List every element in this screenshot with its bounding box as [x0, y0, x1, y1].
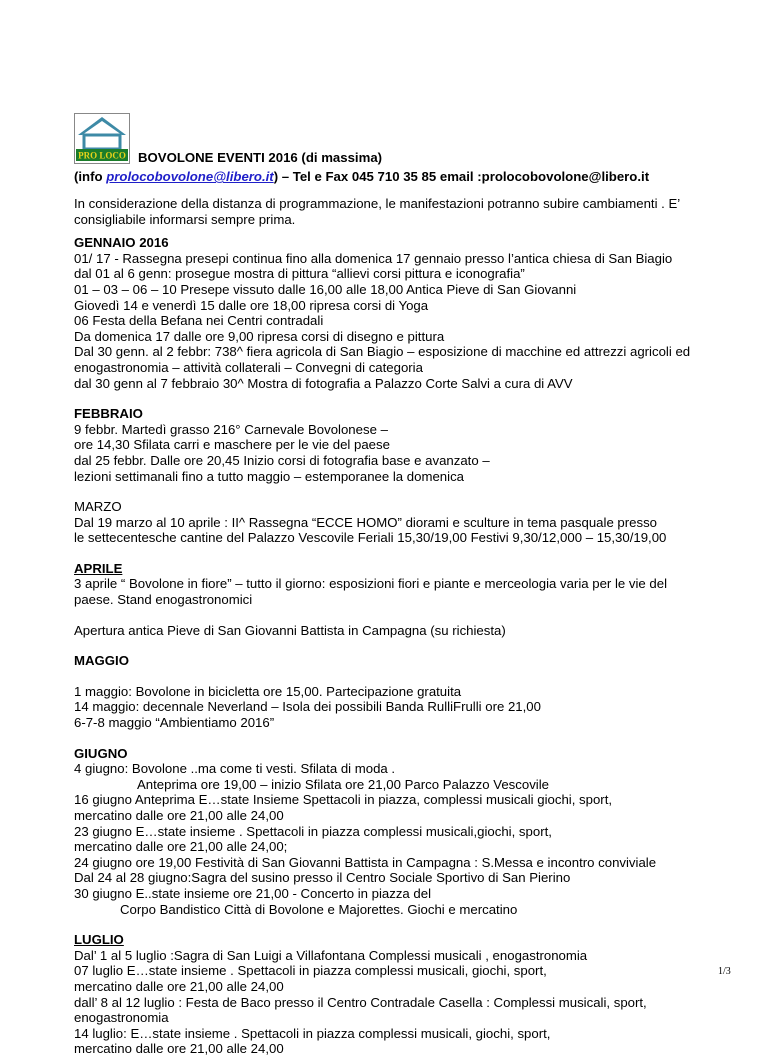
- event-line: mercatino dalle ore 21,00 alle 24,00: [74, 1041, 284, 1057]
- section-heading-gennaio: GENNAIO 2016: [74, 235, 169, 251]
- event-line: 06 Festa della Befana nei Centri contradali: [74, 313, 324, 329]
- document-body: [74, 192, 754, 1057]
- section-heading-luglio: LUGLIO: [74, 932, 124, 948]
- event-line: dal 25 febbr. Dalle ore 20,45 Inizio corsi di fotografia base e avanzato –: [74, 452, 490, 468]
- event-line: enogastronomia: [74, 1010, 169, 1026]
- event-line: le settecentesche cantine del Palazzo Vescovile Feriali 15,30/19,00 Festivi 9,30/12,000 – 15,30/19,00: [74, 530, 667, 546]
- event-line: mercatino dalle ore 21,00 alle 24,00;: [74, 839, 288, 855]
- event-line: 16 giugno Anteprima E…state Insieme Spettacoli in piazza, complessi musicali giochi, sport,: [74, 792, 613, 808]
- event-line: 6-7-8 maggio “Ambientiamo 2016”: [74, 715, 275, 731]
- email-link[interactable]: prolocobovolone@libero.it: [106, 169, 274, 184]
- event-line: 30 giugno E..state insieme ore 21,00 - Concerto in piazza del: [74, 885, 432, 901]
- event-line: paese. Stand enogastronomici: [74, 592, 253, 608]
- event-line: dall’ 8 al 12 luglio : Festa de Baco presso il Centro Contradale Casella : Complessi musicali, sport,: [74, 994, 647, 1010]
- event-line: 24 giugno ore 19,00 Festività di San Giovanni Battista in Campagna : S.Messa e incontro conviviale: [74, 854, 657, 870]
- event-line: 14 maggio: decennale Neverland – Isola dei possibili Banda RulliFrulli ore 21,00: [74, 699, 541, 715]
- page-number: 1/3: [718, 966, 731, 977]
- event-line: Giovedì 14 e venerdì 15 dalle ore 18,00 ripresa corsi di Yoga: [74, 297, 429, 313]
- event-line: Dal 19 marzo al 10 aprile : II^ Rassegna “ECCE HOMO” diorami e sculture in tema pasquale presso: [74, 514, 658, 530]
- contact-info: [74, 169, 649, 184]
- section-heading-maggio: MAGGIO: [74, 653, 129, 669]
- event-line: 1 maggio: Bovolone in bicicletta ore 15,00. Partecipazione gratuita: [74, 683, 462, 699]
- section-heading-marzo: MARZO: [74, 499, 122, 515]
- section-heading-aprile: APRILE: [74, 560, 123, 576]
- event-line: 23 giugno E…state insieme . Spettacoli in piazza complessi musicali,giochi, sport,: [74, 823, 552, 839]
- event-line: 01 – 03 – 06 – 10 Presepe vissuto dalle 16,00 alle 18,00 Antica Pieve di San Giovanni: [74, 281, 577, 297]
- event-line: 14 luglio: E…state insieme . Spettacoli in piazza complessi musicali, giochi, sport,: [74, 1025, 551, 1041]
- event-line: enogastronomia – attività collaterali – Convegni di categoria: [74, 359, 423, 375]
- event-line: 3 aprile “ Bovolone in fiore” – tutto il giorno: esposizioni fiori e piante e merceologia varia per le vie del: [74, 576, 668, 592]
- info-suffix: ) – Tel e Fax 045 710 35 85 email :prolocobovolone@libero.it: [273, 169, 650, 184]
- section-heading-febbraio: FEBBRAIO: [74, 406, 143, 422]
- event-line: 07 luglio E…state insieme . Spettacoli in piazza complessi musicali, giochi, sport,: [74, 963, 547, 979]
- intro-line: In considerazione della distanza di programmazione, le manifestazioni potranno subire cambiamenti . E’: [74, 196, 681, 211]
- event-line: Corpo Bandistico Città di Bovolone e Majorettes. Giochi e mercatino: [120, 901, 518, 917]
- event-line: lezioni settimanali fino a tutto maggio – estemporanee la domenica: [74, 468, 464, 484]
- event-line: dal 01 al 6 genn: prosegue mostra di pittura “allievi corsi pittura e iconografia”: [74, 266, 525, 282]
- event-line: 01/ 17 - Rassegna presepi continua fino alla domenica 17 gennaio presso l’antica chiesa di San Biagio: [74, 250, 673, 266]
- event-line: Dal’ 1 al 5 luglio :Sagra di San Luigi a Villafontana Complessi musicali , enogastronomia: [74, 947, 588, 963]
- event-line: ore 14,30 Sfilata carri e maschere per le vie del paese: [74, 437, 390, 453]
- event-line: Dal 24 al 28 giugno:Sagra del susino presso il Centro Sociale Sportivo di San Pierino: [74, 870, 571, 886]
- event-line: mercatino dalle ore 21,00 alle 24,00: [74, 978, 284, 994]
- event-line: mercatino dalle ore 21,00 alle 24,00: [74, 808, 284, 823]
- page-title: BOVOLONE EVENTI 2016 (di massima): [138, 150, 383, 165]
- section-heading-giugno: GIUGNO: [74, 745, 128, 761]
- event-line: Da domenica 17 dalle ore 9,00 ripresa corsi di disegno e pittura: [74, 328, 445, 344]
- event-line: 9 febbr. Martedì grasso 216° Carnevale Bovolonese –: [74, 421, 388, 437]
- event-line: 4 giugno: Bovolone ..ma come ti vesti. Sfilata di moda .: [74, 761, 396, 777]
- intro-line: consigliabile informarsi sempre prima.: [74, 211, 296, 227]
- logo-text: PRO LOCO: [78, 150, 126, 161]
- event-line: dal 30 genn al 7 febbraio 30^ Mostra di fotografia a Palazzo Corte Salvi a cura di AVV: [74, 375, 573, 391]
- event-line: Anteprima ore 19,00 – inizio Sfilata ore 21,00 Parco Palazzo Vescovile: [137, 776, 549, 792]
- event-line: Dal 30 genn. al 2 febbr: 738^ fiera agricola di San Biagio – esposizione di macchine ed attrezzi agricoli ed: [74, 344, 691, 360]
- pro-loco-logo: [74, 113, 130, 164]
- info-prefix: (info: [74, 169, 107, 184]
- event-line: Apertura antica Pieve di San Giovanni Battista in Campagna (su richiesta): [74, 622, 506, 638]
